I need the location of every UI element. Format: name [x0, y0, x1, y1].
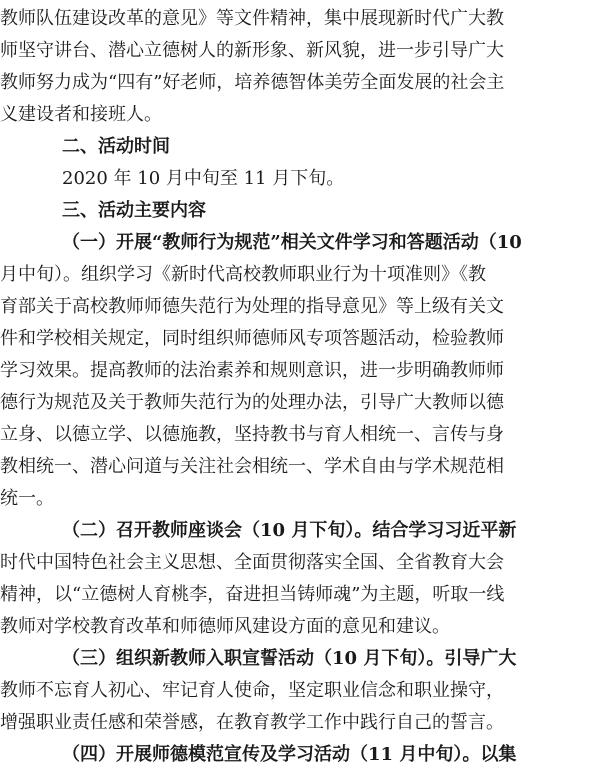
line-text: 育部关于高校教师师德失范行为处理的指导意见》等上级有关文 — [0, 296, 504, 317]
line-text: 德行为规范及关于教师失范行为的处理办法，引导广大教师以德 — [0, 392, 504, 413]
text-line — [0, 612, 602, 642]
line-text: 精神，以“立德树人育桃李，奋进担当铸师魂”为主题，听取一线 — [0, 584, 505, 605]
line-text: 2020 年 10 月中旬至 11 月下旬。 — [62, 168, 345, 189]
line-text: 时代中国特色社会主义思想、全面贯彻落实全国、全省教育大会 — [0, 552, 504, 573]
text-line — [0, 164, 602, 194]
line-text: 件和学校相关规定，同时组织师德师风专项答题活动，检验教师 — [0, 328, 504, 349]
line-text: 师坚守讲台、潜心立德树人的新形象、新风貌，进一步引导广大 — [0, 40, 504, 61]
text-line — [0, 68, 602, 98]
text-line — [0, 36, 602, 66]
section-heading-time — [0, 132, 602, 162]
text-line — [0, 452, 602, 482]
section-heading-content — [0, 196, 602, 226]
heading-text: 二、活动时间 — [62, 136, 170, 157]
line-text: 统一。 — [0, 488, 54, 509]
text-line — [0, 100, 602, 130]
subsection-text: （一）开展“教师行为规范”相关文件学习和答题活动（10 — [62, 232, 522, 253]
subsection-heading-2 — [0, 516, 602, 546]
subsection-text: （二）召开教师座谈会（10 月下旬）。结合学习习近平新 — [62, 520, 517, 541]
line-text: 月中旬）。组织学习《新时代高校教师职业行为十项准则》《教 — [0, 264, 486, 285]
subsection-heading-3 — [0, 644, 602, 674]
line-text: 增强职业责任感和荣誉感，在教育教学工作中践行自己的誓言。 — [0, 712, 504, 733]
text-line — [0, 292, 602, 322]
line-text: 教师对学校教育改革和师德师风建设方面的意见和建议。 — [0, 616, 450, 637]
line-text: 教相统一、潜心问道与关注社会相统一、学术自由与学术规范相 — [0, 456, 504, 477]
subsection-text: （三）组织新教师入职宣誓活动（10 月下旬）。引导广大 — [62, 648, 517, 669]
text-line — [0, 324, 602, 354]
line-text: 教师队伍建设改革的意见》等文件精神，集中展现新时代广大教 — [0, 8, 504, 29]
text-line — [0, 260, 602, 290]
line-text: 学习效果。提高教师的法治素养和规则意识，进一步明确教师师 — [0, 360, 504, 381]
subsection-heading-4 — [0, 740, 602, 770]
text-line — [0, 484, 602, 514]
line-text: 立身、以德立学、以德施教，坚持教书与育人相统一、言传与身 — [0, 424, 504, 445]
subsection-text: （四）开展师德模范宣传及学习活动（11 月中旬）。以集 — [62, 744, 517, 765]
subsection-heading-1 — [0, 228, 602, 258]
heading-text: 三、活动主要内容 — [62, 200, 206, 221]
text-line — [0, 708, 602, 738]
text-line — [0, 388, 602, 418]
text-line — [0, 676, 602, 706]
text-line — [0, 580, 602, 610]
line-text: 教师不忘育人初心、牢记育人使命，坚定职业信念和职业操守， — [0, 680, 504, 701]
text-line — [0, 548, 602, 578]
text-line — [0, 356, 602, 386]
line-text: 义建设者和接班人。 — [0, 104, 162, 125]
text-line — [0, 4, 602, 34]
text-line — [0, 420, 602, 450]
line-text: 教师努力成为“四有”好老师，培养德智体美劳全面发展的社会主 — [0, 72, 505, 93]
